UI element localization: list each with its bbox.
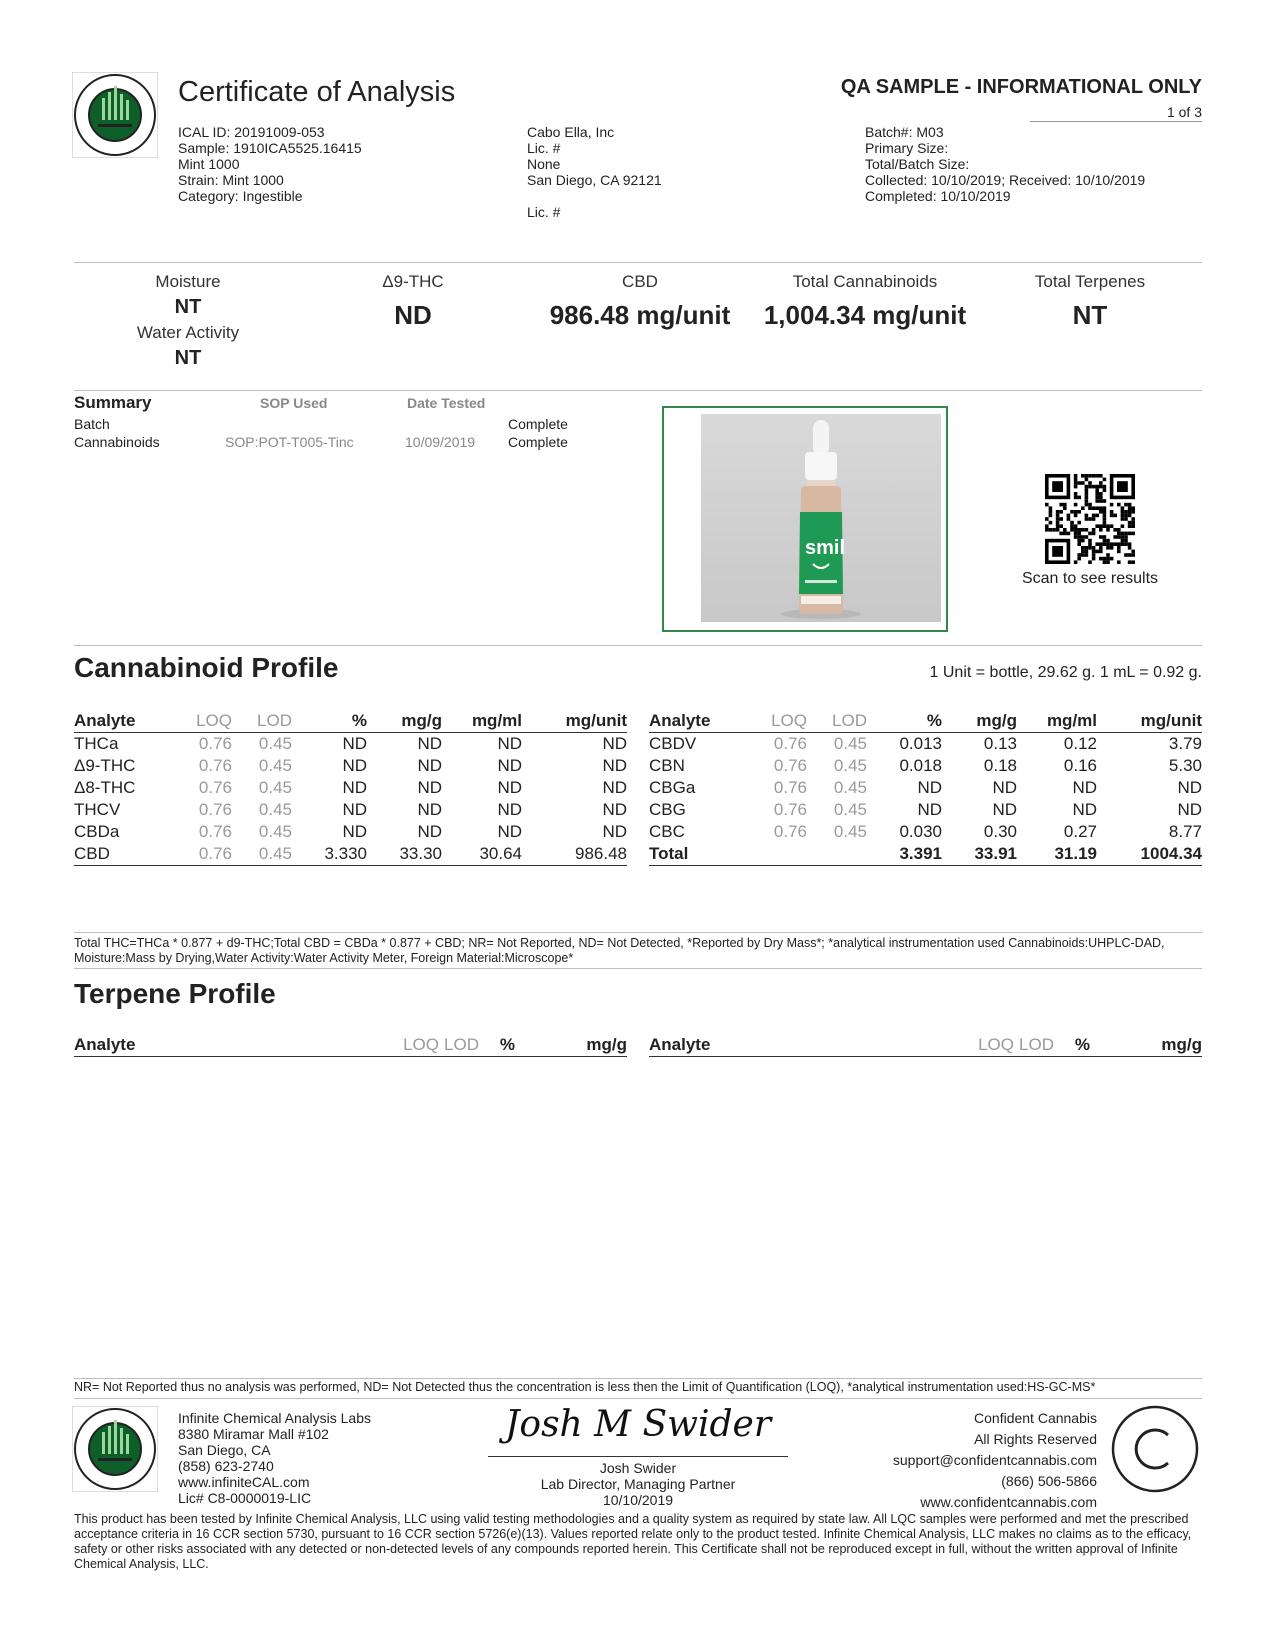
cell-mg-g: 33.30 (367, 843, 442, 866)
water-activity-label: Water Activity (136, 323, 240, 342)
cell-percent: ND (342, 756, 367, 775)
lab-name: Infinite Chemical Analysis Labs (178, 1410, 371, 1426)
batch-info-line: Total/Batch Size: (865, 156, 970, 172)
cell-lod: 0.45 (232, 843, 292, 866)
col-mg-g: mg/g (1090, 1034, 1202, 1057)
col-mg-g: mg/g (367, 710, 442, 733)
thc-label: Δ9-THC (382, 272, 444, 291)
cell-loq: 0.76 (198, 800, 232, 819)
cell-percent: ND (342, 778, 367, 797)
cell-mg-unit: ND (602, 778, 627, 797)
infinite-chemical-footer-logo (72, 1406, 158, 1492)
unit-note: 1 Unit = bottle, 29.62 g. 1 mL = 0.92 g. (929, 664, 1202, 681)
sample-info-line: ICAL ID: 20191009-053 (178, 124, 325, 140)
cell-loq: 0.76 (198, 822, 232, 841)
col-analyte: Analyte (649, 1034, 894, 1057)
cell-loq: 0.76 (198, 756, 232, 775)
table-total-row (649, 843, 1202, 866)
col-percent: % (292, 710, 367, 733)
cc-website-link[interactable]: www.confidentcannabis.com (920, 1494, 1097, 1510)
lab-info (178, 1410, 371, 1506)
summary-row-batch-status: Complete (508, 416, 568, 432)
cell-lod: 0.45 (833, 778, 867, 797)
cell-mg-ml: ND (497, 800, 522, 819)
cell-mg-unit: ND (1177, 778, 1202, 797)
moisture-label: Moisture (155, 272, 221, 291)
cell-mg-g: ND (992, 800, 1017, 819)
batch-info-line: Primary Size: (865, 140, 949, 156)
lab-city: San Diego, CA (178, 1442, 271, 1458)
total-terpenes-stat (1010, 272, 1170, 331)
col-mg-ml: mg/ml (1017, 710, 1097, 733)
col-loq: LOQ (319, 1034, 439, 1057)
cell-percent: 0.030 (899, 822, 942, 841)
nr-note: NR= Not Reported thus no analysis was performed, ND= Not Detected thus the concentration is less then the Limit of Quantification (LOQ), *analytical instrumentation used:HS-GC-MS* (74, 1380, 1096, 1394)
cell-analyte: CBC (649, 822, 685, 841)
batch-info (865, 124, 1145, 204)
cell-mg-unit: 1004.34 (1097, 843, 1202, 866)
lab-license: Lic# C8-0000019-LIC (178, 1490, 312, 1506)
signer-title: Lab Director, Managing Partner (540, 1476, 736, 1492)
cell-lod: 0.45 (258, 800, 292, 819)
lab-website-link[interactable]: www.infiniteCAL.com (178, 1474, 310, 1490)
signer-block (488, 1460, 788, 1508)
qa-sample-note: QA SAMPLE - INFORMATIONAL ONLY (840, 76, 1202, 98)
table-header-row (74, 710, 627, 733)
col-analyte: Analyte (649, 710, 769, 733)
cell-analyte: CBDa (74, 822, 120, 841)
cell-analyte: CBDV (649, 734, 697, 753)
client-info (527, 124, 662, 220)
sign-date: 10/10/2019 (602, 1492, 674, 1508)
cell-loq: 0.76 (194, 843, 232, 866)
summary-row-cannabinoids-status: Complete (508, 434, 568, 450)
cell-percent: ND (342, 822, 367, 841)
cell-mg-ml: ND (1072, 778, 1097, 797)
table-row (74, 755, 627, 777)
col-analyte: Analyte (74, 710, 194, 733)
total-terpenes-label: Total Terpenes (1034, 272, 1146, 291)
cell-loq: 0.76 (773, 778, 807, 797)
col-mg-unit: mg/unit (1097, 710, 1202, 733)
cbd-label: CBD (622, 272, 658, 291)
client-info-line: Lic. # (527, 204, 561, 220)
cell-loq: 0.76 (773, 822, 807, 841)
cbd-stat (520, 272, 760, 331)
cell-analyte: Δ9-THC (74, 756, 136, 775)
cell-mg-unit: 5.30 (1168, 756, 1202, 775)
cell-percent: 0.018 (899, 756, 942, 775)
col-mg-g: mg/g (942, 710, 1017, 733)
client-info-line (527, 188, 662, 204)
sample-info-line: Sample: 1910ICA5525.16415 (178, 140, 362, 156)
cell-loq (769, 843, 807, 866)
cell-mg-ml: ND (497, 822, 522, 841)
cell-mg-g: ND (417, 822, 442, 841)
sample-info (178, 124, 362, 204)
cell-mg-g: 33.91 (942, 843, 1017, 866)
table-row (74, 777, 627, 799)
col-mg-ml: mg/ml (442, 710, 522, 733)
cell-loq: 0.76 (773, 800, 807, 819)
infinite-chemical-logo (72, 72, 158, 158)
cell-mg-ml: 0.27 (1063, 822, 1097, 841)
sample-info-line: Category: Ingestible (178, 188, 303, 204)
table-row (649, 755, 1202, 777)
cc-email-link[interactable]: support@confidentcannabis.com (892, 1452, 1097, 1468)
total-cannabinoids-stat (745, 272, 985, 331)
cannabinoid-footnote: Total THC=THCa * 0.877 + d9-THC;Total CBD = CBDa * 0.877 + CBD; NR= Not Reported, ND= Not Detected, *Reported by Dry Mass*; *analytical instrumentation used Cannabinoids:UHPLC-DAD, Moisture:Mass by Drying,Water Activity:Water Activity Meter, Foreign Material:Microscope* (74, 936, 1165, 965)
thc-stat (333, 272, 493, 331)
cell-analyte: CBG (649, 800, 686, 819)
table-row (649, 777, 1202, 799)
cell-mg-unit: ND (602, 756, 627, 775)
terpene-profile-title: Terpene Profile (74, 978, 276, 1009)
summary-row-cannabinoids-date: 10/09/2019 (405, 434, 476, 450)
page-indicator: 1 of 3 (1166, 104, 1202, 120)
thc-value: ND (394, 300, 432, 330)
cell-percent: 0.013 (899, 734, 942, 753)
total-cannabinoids-label: Total Cannabinoids (792, 272, 938, 291)
cell-lod: 0.45 (258, 734, 292, 753)
table-row (649, 821, 1202, 843)
cell-lod: 0.45 (833, 800, 867, 819)
summary-title: Summary (74, 393, 152, 412)
product-photo-frame (662, 406, 948, 632)
terpene-table-right (649, 1034, 1202, 1057)
col-mg-unit: mg/unit (522, 710, 627, 733)
col-lod: LOD (807, 710, 867, 733)
cell-mg-unit: 986.48 (522, 843, 627, 866)
total-cannabinoids-value: 1,004.34 mg/unit (763, 300, 967, 330)
cell-analyte: THCV (74, 800, 121, 819)
summary-row-cannabinoids-sop: SOP:POT-T005-Tinc (225, 434, 354, 450)
cell-mg-unit: ND (602, 734, 627, 753)
cell-mg-g: ND (992, 778, 1017, 797)
cell-lod: 0.45 (833, 822, 867, 841)
cell-loq: 0.76 (773, 756, 807, 775)
col-lod: LOD (232, 710, 292, 733)
table-row (649, 733, 1202, 756)
cc-phone: (866) 506-5866 (1001, 1473, 1097, 1489)
col-analyte: Analyte (74, 1034, 319, 1057)
cell-percent: ND (342, 800, 367, 819)
signer-name: Josh Swider (599, 1460, 677, 1476)
cell-mg-g: ND (417, 778, 442, 797)
summary-col-sop: SOP Used (260, 395, 328, 411)
confident-cannabis-logo (1110, 1404, 1200, 1494)
table-row (74, 843, 627, 866)
cell-mg-ml: 0.12 (1063, 734, 1097, 753)
col-mg-g: mg/g (515, 1034, 627, 1057)
col-percent: % (1054, 1034, 1090, 1057)
client-info-line: Cabo Ella, Inc (527, 124, 615, 140)
table-header-row (649, 1034, 1202, 1057)
cell-mg-ml: ND (1072, 800, 1097, 819)
cell-loq: 0.76 (198, 778, 232, 797)
summary-row-cannabinoids-name: Cannabinoids (74, 434, 160, 450)
cell-percent: ND (342, 734, 367, 753)
table-header-row (649, 710, 1202, 733)
col-loq: LOQ (769, 710, 807, 733)
cell-analyte: CBN (649, 756, 685, 775)
col-lod: LOD (439, 1034, 479, 1057)
cell-percent: 3.330 (292, 843, 367, 866)
cell-mg-ml: ND (497, 778, 522, 797)
product-photo (682, 414, 960, 622)
cell-mg-ml: ND (497, 734, 522, 753)
cell-mg-unit: ND (602, 800, 627, 819)
cannabinoid-profile-title: Cannabinoid Profile (74, 652, 339, 683)
lab-phone: (858) 623-2740 (178, 1458, 274, 1474)
terpene-table-left (74, 1034, 627, 1057)
cell-loq: 0.76 (773, 734, 807, 753)
batch-info-line: Batch#: M03 (865, 124, 944, 140)
moisture-stat (108, 272, 268, 370)
cell-mg-ml: 30.64 (442, 843, 522, 866)
client-info-line: San Diego, CA 92121 (527, 172, 662, 188)
cell-lod: 0.45 (258, 822, 292, 841)
table-row (74, 799, 627, 821)
table-header-row (74, 1034, 627, 1057)
disclaimer: This product has been tested by Infinite Chemical Analysis, LLC using valid testing methodologies and a quality system as required by state law. All LQC samples were performed and met the prescribed acceptance criteria in 16 CCR section 5730, pursuant to 16 CCR section 5726(e)(13). Values reported relate only to the product tested. Infinite Chemical Analysis, LLC makes no claims as to the efficacy, safety or other risks associated with any detected or non-detected levels of any compounds reported herein. This Certificate shall not be reproduced except in full, without the written approval of Infinite Chemical Analysis, LLC. (74, 1512, 1192, 1571)
summary-row-batch-name: Batch (74, 416, 110, 432)
cell-analyte: Δ8-THC (74, 778, 136, 797)
batch-info-line: Collected: 10/10/2019; Received: 10/10/2019 (865, 172, 1146, 188)
total-terpenes-value: NT (1072, 300, 1108, 330)
cc-name: Confident Cannabis (974, 1410, 1097, 1426)
cell-analyte: THCa (74, 734, 119, 753)
water-activity-value: NT (174, 347, 202, 369)
sample-info-line: Strain: Mint 1000 (178, 172, 284, 188)
cell-mg-unit: ND (602, 822, 627, 841)
cell-lod: 0.45 (258, 778, 292, 797)
cell-analyte: CBD (74, 843, 194, 866)
cell-mg-g: ND (417, 800, 442, 819)
cell-analyte: CBGa (649, 778, 696, 797)
qr-caption: Scan to see results (1021, 570, 1159, 587)
cell-mg-unit: 3.79 (1168, 734, 1202, 753)
batch-info-line: Completed: 10/10/2019 (865, 188, 1011, 204)
cell-lod (807, 843, 867, 866)
col-percent: % (479, 1034, 515, 1057)
table-row (649, 799, 1202, 821)
client-info-line: Lic. # (527, 140, 561, 156)
document-title: Certificate of Analysis (178, 76, 456, 108)
cell-loq: 0.76 (198, 734, 232, 753)
cc-rights: All Rights Reserved (974, 1431, 1097, 1447)
confident-cannabis-info (893, 1408, 1097, 1513)
cell-analyte: Total (649, 843, 769, 866)
cell-percent: 3.391 (867, 843, 942, 866)
cell-mg-g: ND (417, 734, 442, 753)
cell-mg-ml: 31.19 (1017, 843, 1097, 866)
signature: Josh M Swider (504, 1404, 772, 1445)
cell-percent: ND (917, 800, 942, 819)
cannabinoid-table-left (74, 710, 627, 866)
sample-info-line: Mint 1000 (178, 156, 240, 172)
cell-lod: 0.45 (833, 734, 867, 753)
qr-code[interactable] (1045, 474, 1135, 564)
cannabinoid-table-right (649, 710, 1202, 866)
col-loq: LOQ (194, 710, 232, 733)
cell-mg-ml: 0.16 (1063, 756, 1097, 775)
col-lod: LOD (1014, 1034, 1054, 1057)
cell-lod: 0.45 (258, 756, 292, 775)
cell-mg-unit: ND (1177, 800, 1202, 819)
table-row (74, 733, 627, 756)
cell-percent: ND (917, 778, 942, 797)
cell-mg-g: 0.30 (983, 822, 1017, 841)
moisture-value: NT (174, 296, 202, 318)
cbd-value: 986.48 mg/unit (549, 300, 731, 330)
lab-address: 8380 Miramar Mall #102 (178, 1426, 329, 1442)
cell-lod: 0.45 (833, 756, 867, 775)
cell-mg-g: 0.13 (983, 734, 1017, 753)
cell-mg-g: 0.18 (983, 756, 1017, 775)
cell-mg-ml: ND (497, 756, 522, 775)
cell-mg-unit: 8.77 (1168, 822, 1202, 841)
bottle-label: smil (805, 537, 846, 559)
cell-mg-g: ND (417, 756, 442, 775)
client-info-line: None (527, 156, 561, 172)
summary-col-date: Date Tested (407, 395, 486, 411)
table-row (74, 821, 627, 843)
col-percent: % (867, 710, 942, 733)
col-loq: LOQ (894, 1034, 1014, 1057)
